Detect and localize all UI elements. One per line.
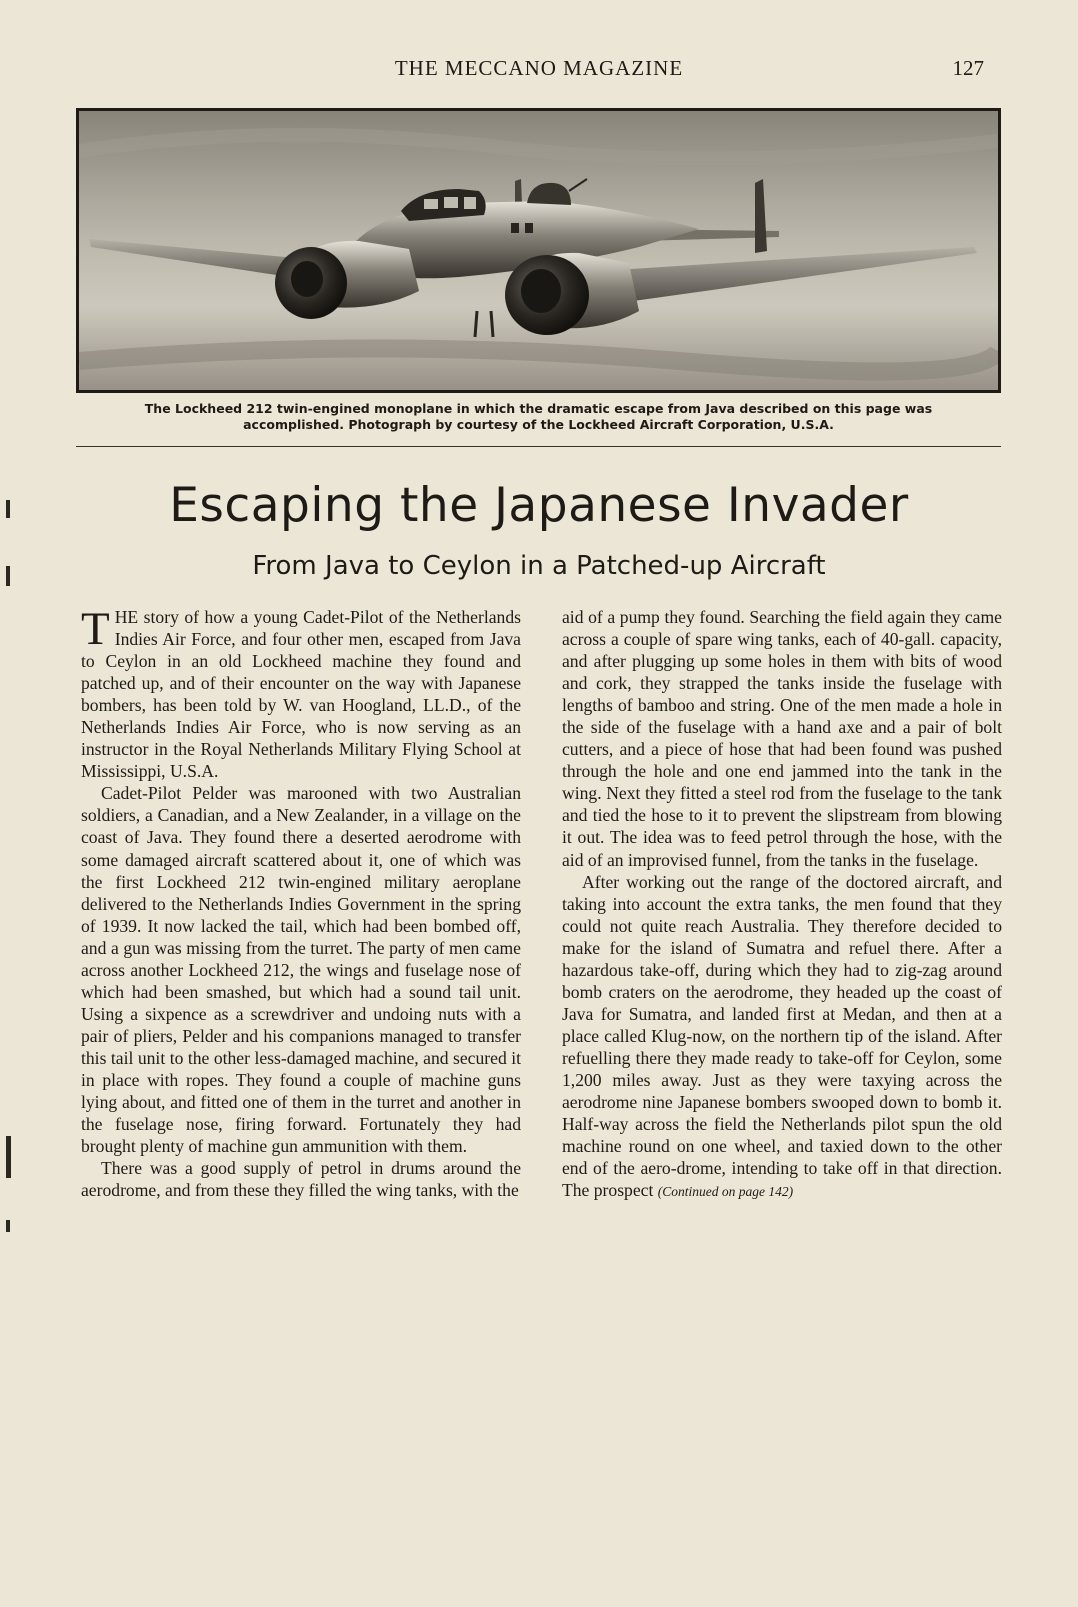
paragraph-1-text: HE story of how a young Cadet-Pilot of the Netherlands Indies Air Force, and four other men, escaped from Java to Ceylon in an old Lockheed machine they found and patched up, and of their encounter on the way with Japanese bombers, has been told by W. van Hoogland, LL.D., of the Netherlands Indies Air Force, who is now serving as an instructor in the Royal Netherlands Military Flying School at Mississippi, U.S.A.: [81, 607, 521, 782]
caption-line-1: The Lockheed 212 twin-engined monoplane in which the dramatic escape from Java described on this page was: [144, 401, 933, 416]
drop-cap: T: [81, 603, 110, 655]
continued-note: (Continued on page 142): [657, 1184, 794, 1200]
paragraph-5-text: After working out the range of the doctored aircraft, and taking into account the extra tanks, the men found that they could not quite reach Australia. They therefore decided to make for the island of Sumatra and refuel there. After a hazardous take-off, during which they had to zig-zag around bomb craters on the aerodrome, they headed up the coast of Java for Sumatra, and landed first at Medan, and then at a place called Klug-now, on the northern tip of the island. After refuelling there they made ready to take-off for Ceylon, some 1,200 miles away. Just as they were taxying across the aerodrome nine Japanese bombers swooped down to bomb it. Half-way across the field the Netherlands pilot spun the old machine round on one wheel, and taxied down to the other end of the aero-drome, intending to take off in that direction. The prospect: [562, 871, 1002, 1201]
paragraph-3: There was a good supply of petrol in drums around the aerodrome, and from these they filled the wing tanks, with the: [81, 1158, 521, 1201]
page-number: 127: [952, 56, 984, 80]
magazine-title: THE MECCANO MAGAZINE: [394, 56, 684, 80]
paragraph-4: aid of a pump they found. Searching the field again they came across a couple of spare wing tanks, each of 40-gall. capacity, and after plugging up some holes in them with bits of wood and cork, they strapped the tanks inside the fuselage with lengths of bamboo and string. One of the men made a hole in the side of the fuselage with a hand axe and a pair of bolt cutters, and a piece of hose that had been found was pushed through the hole and one end jammed into the tank in the wing. Next they fitted a steel rod from the fuselage to the tank and tied the hose to it to prevent the slipstream from blowing it out. The idea was to feed petrol through the hose, with the aid of an improvised funnel, from the tanks in the fuselage.: [562, 607, 1002, 870]
caption-line-2: accomplished. Photograph by courtesy of the Lockheed Aircraft Corporation, U.S.A.: [243, 417, 834, 432]
paragraph-2: Cadet-Pilot Pelder was marooned with two Australian soldiers, a Canadian, and a New Zealander, in a village on the coast of Java. They found there a deserted aerodrome with some damaged aircraft scattered about it, one of which was the first Lockheed 212 twin-engined military aeroplane delivered to the Netherlands Indies Government in the spring of 1939. It now lacked the tail, which had been bombed off, and a gun was missing from the turret. The party of men came across another Lockheed 212, the wings and fuselage nose of which had been smashed, but which had a sound tail unit. Using a sixpence as a screwdriver and undoing nuts with a pair of pliers, Pelder and his companions managed to transfer this tail unit to the other less-damaged machine, and secured it in place with ropes. They found a couple of machine guns lying about, and fitted one of them in the turret and another in the fuselage nose, firing forward. Fortunately they had brought plenty of machine gun ammunition with them.: [81, 783, 521, 1157]
article-subtitle: From Java to Ceylon in a Patched-up Aircraft: [252, 551, 826, 581]
article-title: Escaping the Japanese Invader: [169, 478, 909, 533]
